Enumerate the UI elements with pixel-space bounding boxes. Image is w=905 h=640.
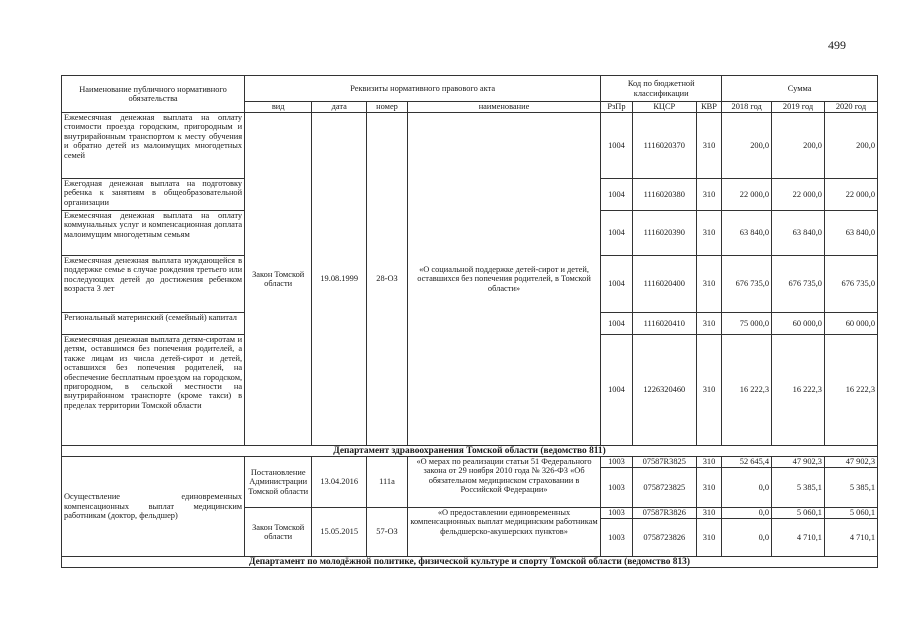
header-name: наименование — [407, 102, 600, 113]
sum-2018-cell: 0,0 — [722, 468, 772, 508]
kcsr-cell: 07587R3826 — [632, 508, 696, 519]
act-number-cell: 57-ОЗ — [367, 508, 408, 557]
table-row — [62, 457, 878, 468]
sum-2018-cell: 200,0 — [722, 113, 772, 179]
obligation-name: Ежемесячная денежная выплата на оплату стоимости проезда городским, пригородным и внутрирайонным транспортом к месту обучения и обратно детей из малоимущих многодетных семей — [62, 113, 245, 179]
sum-2020-cell: 5 060,1 — [824, 508, 877, 519]
header-vid: вид — [245, 102, 312, 113]
sum-2020-cell: 4 710,1 — [824, 519, 877, 557]
obligation-name: Региональный материнский (семейный) капитал — [62, 313, 245, 335]
act-name-cell: «О предоставлении единовременных компенсационных выплат медицинским работникам фельдшерско-акушерских пунктов» — [407, 508, 600, 557]
kcsr-cell: 1116020370 — [632, 113, 696, 179]
rzpr-cell: 1003 — [601, 457, 633, 468]
sum-2020-cell: 16 222,3 — [824, 335, 877, 446]
sum-2019-cell: 5 060,1 — [772, 508, 825, 519]
header-2020: 2020 год — [824, 102, 877, 113]
act-type-cell: Закон Томской области — [245, 508, 312, 557]
act-name-cell: «О социальной поддержке детей-сирот и детей, оставшихся без попечения родителей, в Томской области» — [407, 113, 600, 446]
rzpr-cell: 1004 — [601, 179, 633, 211]
kvr-cell: 310 — [696, 457, 721, 468]
sum-2019-cell: 676 735,0 — [772, 256, 825, 313]
budget-obligations-table — [61, 75, 878, 568]
obligation-name: Ежемесячная денежная выплата детям-сиротам и детям, оставшимся без попечения родителей, а также лицам из числа детей-сирот и детей, оставшихся без попечения родителей, на обеспечение бесплатным проездом на городском, пригородном, в сельской местности на внутрирайонном транспорте (кроме такси) в пределах территории Томской области — [62, 335, 245, 446]
health-obligation-name: Осуществление единовременных компенсационных выплат медицинским работникам (доктор, фельдшер) — [62, 457, 245, 557]
sum-2019-cell: 63 840,0 — [772, 211, 825, 256]
rzpr-cell: 1003 — [601, 519, 633, 557]
header-kcsr: КЦСР — [632, 102, 696, 113]
obligation-name: Ежемесячная денежная выплата на оплату коммунальных услуг и компенсационная доплата малоимущим многодетным семьям — [62, 211, 245, 256]
header-date: дата — [312, 102, 367, 113]
sum-2020-cell: 22 000,0 — [824, 179, 877, 211]
rzpr-cell: 1004 — [601, 113, 633, 179]
header-2018: 2018 год — [722, 102, 772, 113]
sum-2019-cell: 22 000,0 — [772, 179, 825, 211]
kcsr-cell: 1116020400 — [632, 256, 696, 313]
header-2019: 2019 год — [772, 102, 825, 113]
kvr-cell: 310 — [696, 313, 721, 335]
kcsr-cell: 1116020380 — [632, 179, 696, 211]
kcsr-cell: 0758723826 — [632, 519, 696, 557]
sum-2018-cell: 75 000,0 — [722, 313, 772, 335]
header-sum: Сумма — [722, 76, 878, 102]
kvr-cell: 310 — [696, 256, 721, 313]
kvr-cell: 310 — [696, 335, 721, 446]
act-date-cell: 19.08.1999 — [312, 113, 367, 446]
act-type-cell: Постановление Администрации Томской области — [245, 457, 312, 508]
kvr-cell: 310 — [696, 179, 721, 211]
act-date-cell: 13.04.2016 — [312, 457, 367, 508]
sum-2018-cell: 676 735,0 — [722, 256, 772, 313]
sum-2018-cell: 0,0 — [722, 508, 772, 519]
header-rzpr: РзПр — [601, 102, 633, 113]
table-row — [62, 113, 878, 179]
kcsr-cell: 1226320460 — [632, 335, 696, 446]
sum-2020-cell: 60 000,0 — [824, 313, 877, 335]
sum-2018-cell: 63 840,0 — [722, 211, 772, 256]
section-title-health: Департамент здравоохранения Томской области (ведомство 811) — [62, 446, 878, 457]
sum-2020-cell: 5 385,1 — [824, 468, 877, 508]
sum-2020-cell: 200,0 — [824, 113, 877, 179]
act-number-cell: 28-ОЗ — [367, 113, 408, 446]
rzpr-cell: 1004 — [601, 313, 633, 335]
header-requisites: Реквизиты нормативного правового акта — [245, 76, 601, 102]
kvr-cell: 310 — [696, 211, 721, 256]
obligation-name: Ежемесячная денежная выплата нуждающейся в поддержке семье в случае рождения третьего или последующих детей до достижения ребенком возраста 3 лет — [62, 256, 245, 313]
sum-2019-cell: 47 902,3 — [772, 457, 825, 468]
kcsr-cell: 1116020410 — [632, 313, 696, 335]
header-number: номер — [367, 102, 408, 113]
sum-2020-cell: 47 902,3 — [824, 457, 877, 468]
act-name-cell: «О мерах по реализации статьи 51 Федерального закона от 29 ноября 2010 года № 326-ФЗ «Об обязательном медицинском страховании в Российской Федерации» — [407, 457, 600, 508]
sum-2019-cell: 4 710,1 — [772, 519, 825, 557]
act-number-cell: 111а — [367, 457, 408, 508]
section-title-youth: Департамент по молодёжной политике, физической культуре и спорту Томской области (ведомство 813) — [62, 557, 878, 568]
kvr-cell: 310 — [696, 519, 721, 557]
act-type-cell: Закон Томской области — [245, 113, 312, 446]
rzpr-cell: 1004 — [601, 335, 633, 446]
rzpr-cell: 1004 — [601, 256, 633, 313]
sum-2019-cell: 16 222,3 — [772, 335, 825, 446]
sum-2019-cell: 5 385,1 — [772, 468, 825, 508]
sum-2019-cell: 200,0 — [772, 113, 825, 179]
header-obligation: Наименование публичного нормативного обязательства — [62, 76, 245, 113]
header-code: Код по бюджетной классификации — [601, 76, 722, 102]
sum-2018-cell: 0,0 — [722, 519, 772, 557]
act-date-cell: 15.05.2015 — [312, 508, 367, 557]
kvr-cell: 310 — [696, 113, 721, 179]
rzpr-cell: 1003 — [601, 508, 633, 519]
rzpr-cell: 1003 — [601, 468, 633, 508]
kcsr-cell: 07587R3825 — [632, 457, 696, 468]
rzpr-cell: 1004 — [601, 211, 633, 256]
section-row — [62, 446, 878, 457]
header-row-1 — [62, 76, 878, 102]
kvr-cell: 310 — [696, 468, 721, 508]
sum-2018-cell: 16 222,3 — [722, 335, 772, 446]
header-kvr: КВР — [696, 102, 721, 113]
sum-2018-cell: 22 000,0 — [722, 179, 772, 211]
sum-2019-cell: 60 000,0 — [772, 313, 825, 335]
kvr-cell: 310 — [696, 508, 721, 519]
section-row — [62, 557, 878, 568]
kcsr-cell: 0758723825 — [632, 468, 696, 508]
sum-2018-cell: 52 645,4 — [722, 457, 772, 468]
kcsr-cell: 1116020390 — [632, 211, 696, 256]
sum-2020-cell: 63 840,0 — [824, 211, 877, 256]
obligation-name: Ежегодная денежная выплата на подготовку ребенка к занятиям в общеобразовательной организации — [62, 179, 245, 211]
page-number: 499 — [828, 38, 846, 52]
sum-2020-cell: 676 735,0 — [824, 256, 877, 313]
